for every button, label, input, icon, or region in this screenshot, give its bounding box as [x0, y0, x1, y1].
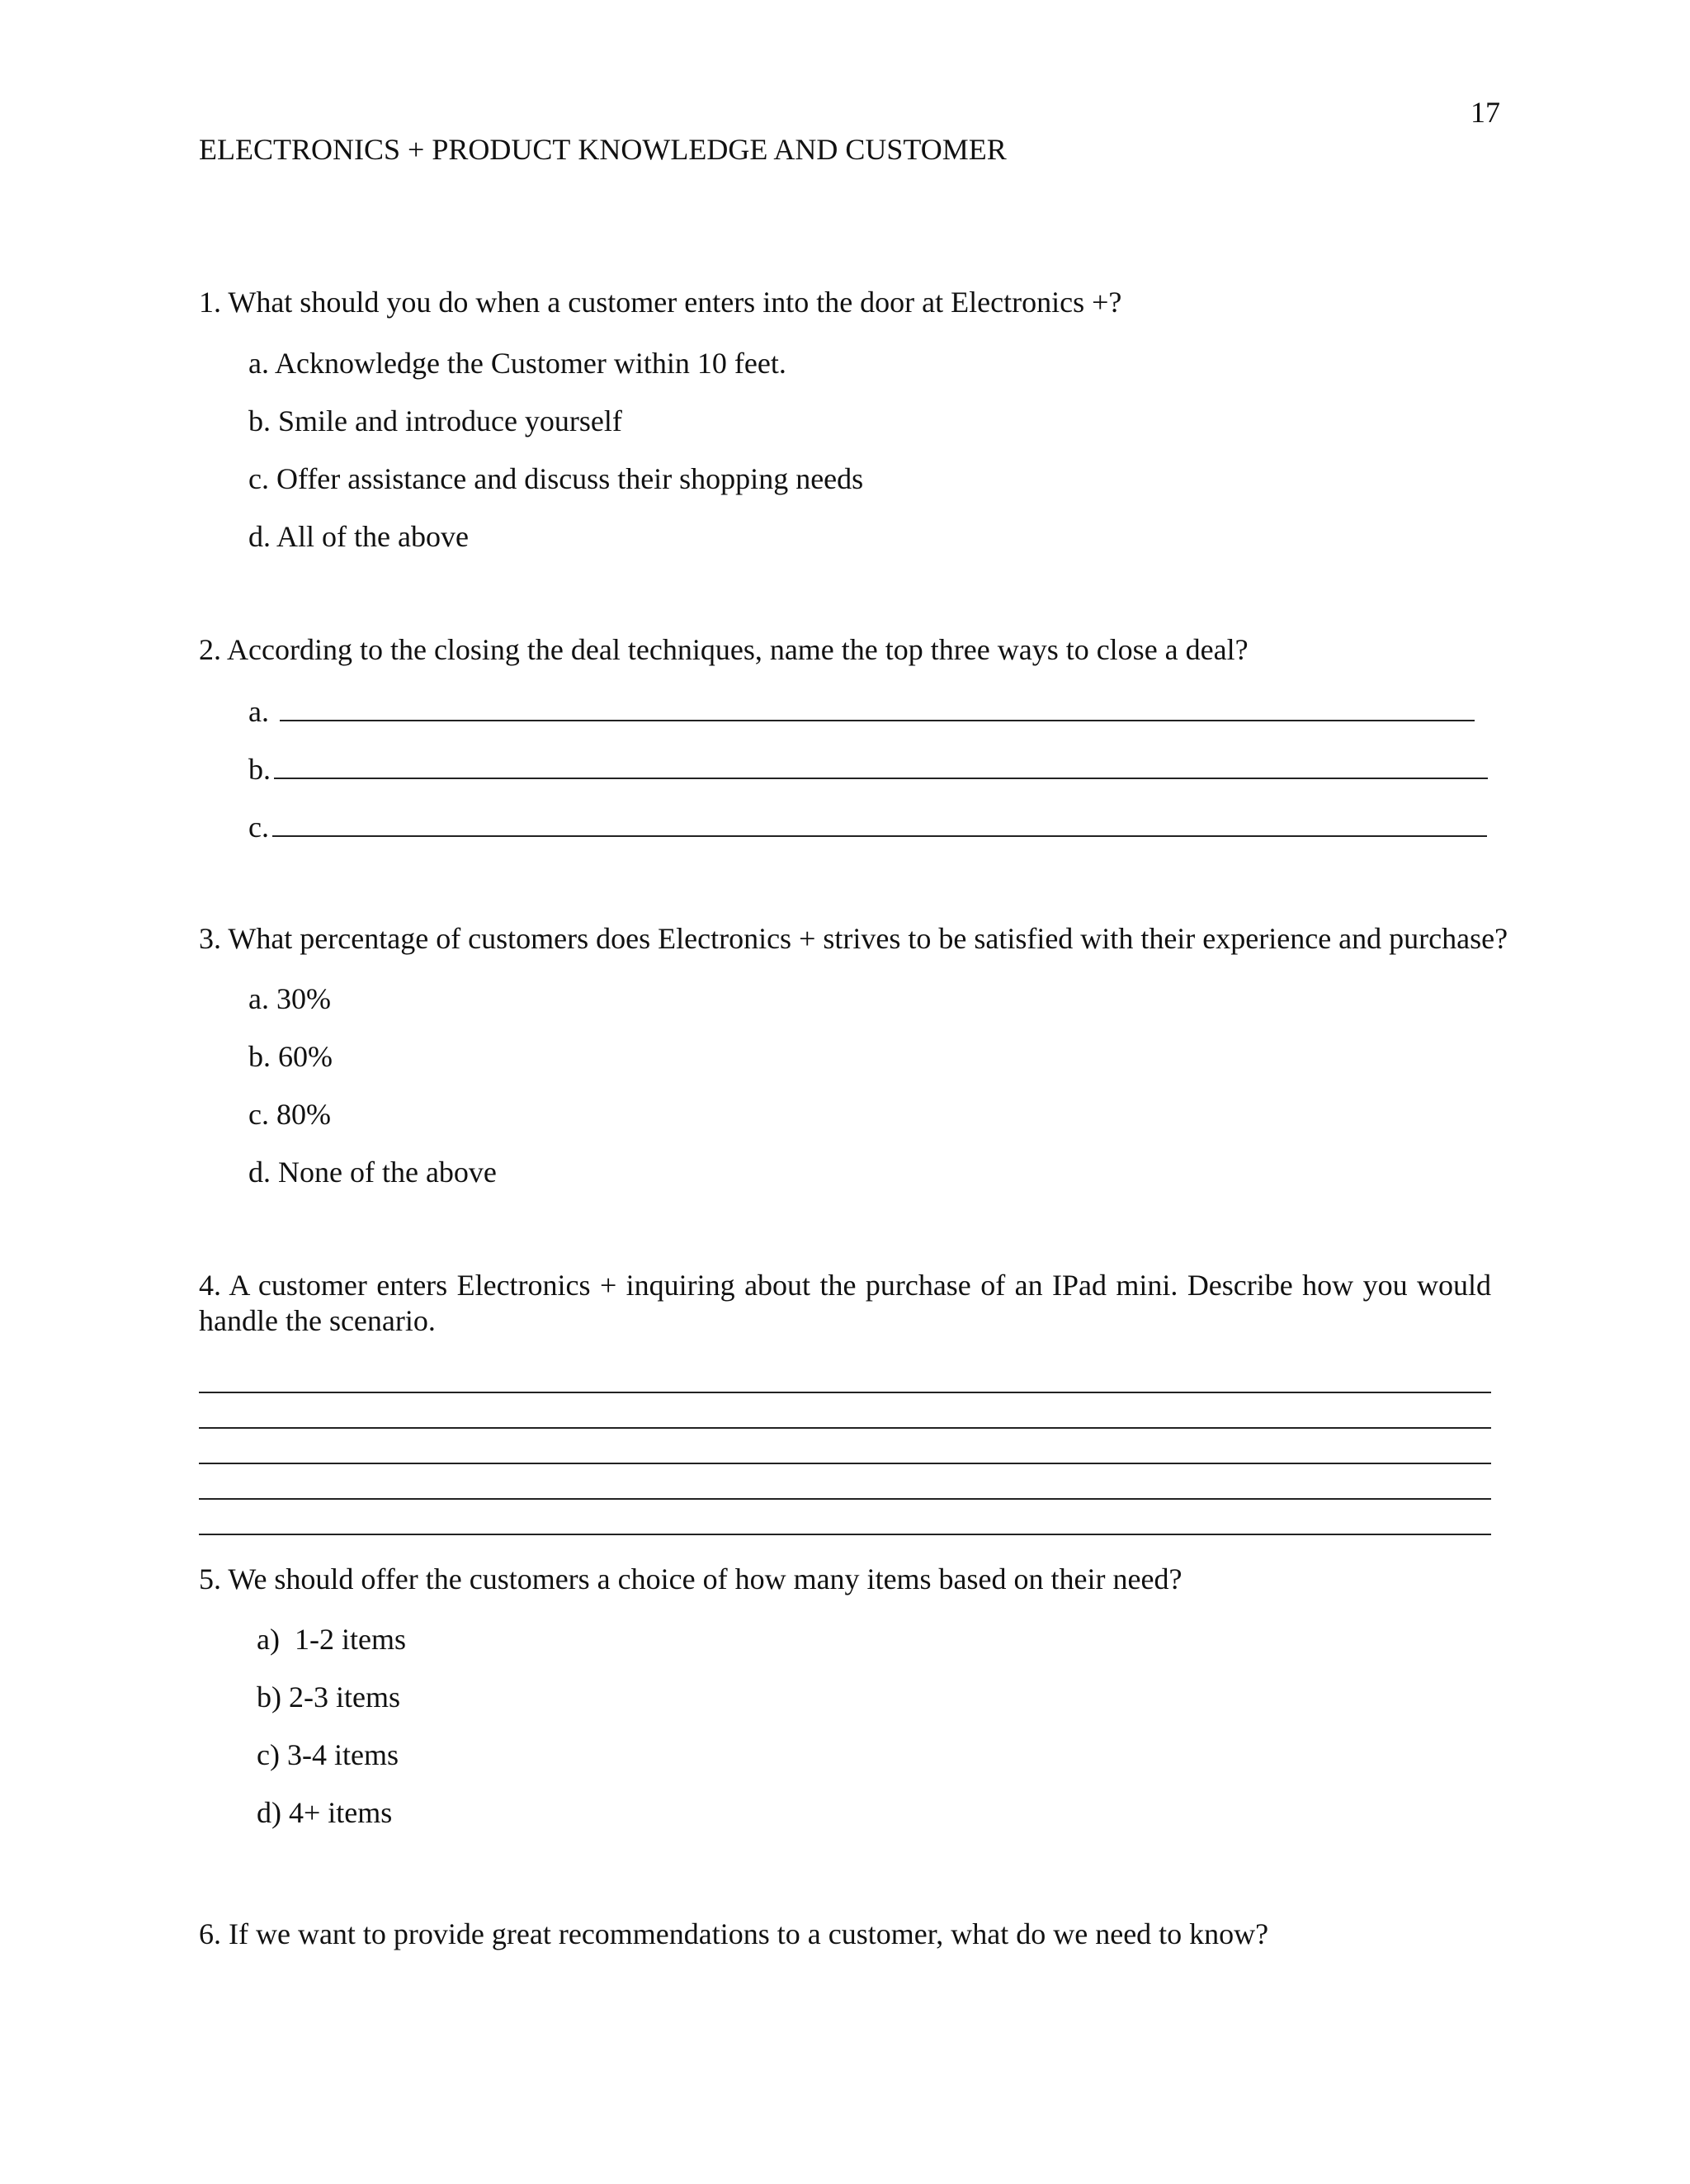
- question-3: 3. What percentage of customers does Electronics + strives to be satisfied with their experience and purchase?: [199, 922, 1508, 955]
- question-3-option-b[interactable]: b. 60%: [248, 1040, 333, 1073]
- running-head-cap-3: K: [578, 133, 600, 166]
- question-5-option-d[interactable]: d) 4+ items: [257, 1796, 393, 1829]
- running-head-cap-1: E: [199, 133, 217, 166]
- question-3-option-c[interactable]: c. 80%: [248, 1098, 331, 1131]
- blank-c-label: c.: [248, 811, 269, 844]
- question-2-blank-b[interactable]: [248, 753, 1488, 784]
- question-2: 2. According to the closing the deal techniques, name the top three ways to close a deal?: [199, 633, 1249, 666]
- question-1-option-c[interactable]: c. Offer assistance and discuss their shopping needs: [248, 462, 864, 495]
- blank-a-line[interactable]: [280, 695, 1475, 721]
- running-head-separator: +: [400, 133, 432, 166]
- answer-line-5[interactable]: [199, 1534, 1491, 1535]
- question-1-option-b[interactable]: b. Smile and introduce yourself: [248, 404, 622, 437]
- blank-a-label: a.: [248, 695, 276, 728]
- blank-b-line[interactable]: [274, 753, 1488, 779]
- question-5-option-c[interactable]: c) 3-4 items: [257, 1738, 399, 1771]
- question-2-blank-a[interactable]: [248, 695, 1475, 726]
- running-head: [199, 135, 1007, 164]
- question-3-option-a[interactable]: a. 30%: [248, 982, 331, 1015]
- blank-b-label: b.: [248, 753, 271, 786]
- question-1-option-a[interactable]: a. Acknowledge the Customer within 10 feet.: [248, 347, 786, 380]
- answer-line-3[interactable]: [199, 1463, 1491, 1464]
- answer-line-2[interactable]: [199, 1427, 1491, 1429]
- question-5-option-a[interactable]: a) 1-2 items: [257, 1623, 406, 1656]
- page-number: 17: [1470, 96, 1500, 129]
- running-head-rest-3: NOWLEDGE AND CUSTOMER: [599, 133, 1007, 166]
- running-head-cap-2: P: [432, 133, 449, 166]
- question-2-blank-c[interactable]: [248, 811, 1487, 842]
- running-head-rest-2: RODUCT: [448, 133, 571, 166]
- answer-line-1[interactable]: [199, 1392, 1491, 1393]
- answer-line-4[interactable]: [199, 1498, 1491, 1500]
- blank-c-line[interactable]: [272, 811, 1487, 837]
- running-head-rest-1: LECTRONICS: [217, 133, 401, 166]
- question-5-option-b[interactable]: b) 2-3 items: [257, 1681, 400, 1714]
- question-6: 6. If we want to provide great recommendations to a customer, what do we need to know?: [199, 1917, 1269, 1950]
- question-4: 4. A customer enters Electronics + inquiring about the purchase of an IPad mini. Describe how you would handle the scenario.: [199, 1269, 1491, 1337]
- question-1-option-d[interactable]: d. All of the above: [248, 520, 469, 553]
- question-1: 1. What should you do when a customer enters into the door at Electronics +?: [199, 286, 1122, 319]
- question-3-option-d[interactable]: d. None of the above: [248, 1156, 497, 1189]
- question-5: 5. We should offer the customers a choice of how many items based on their need?: [199, 1562, 1183, 1595]
